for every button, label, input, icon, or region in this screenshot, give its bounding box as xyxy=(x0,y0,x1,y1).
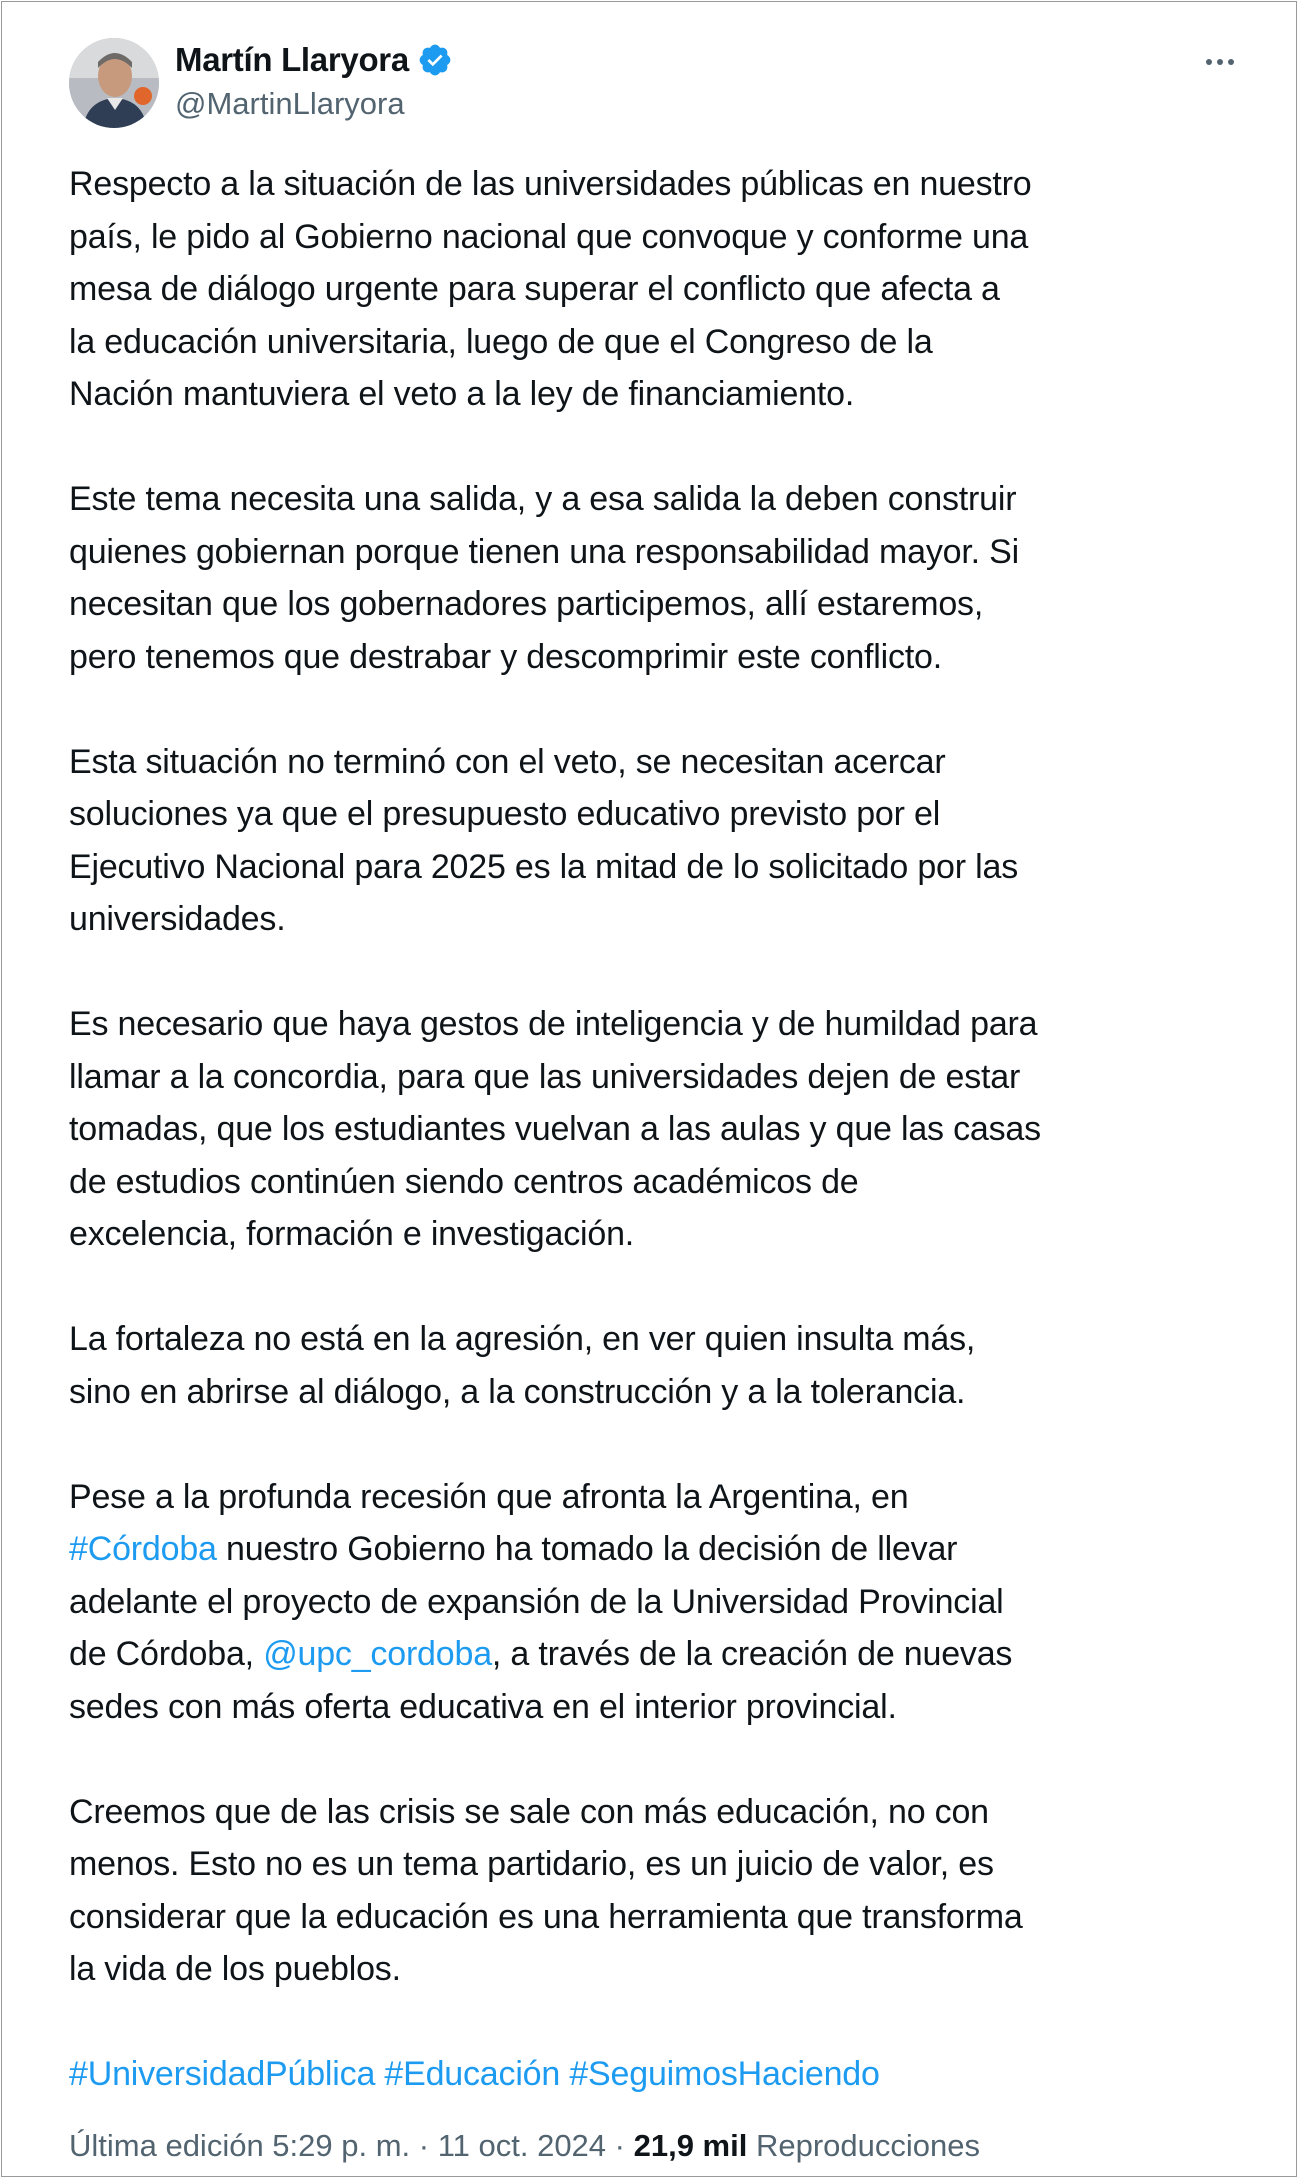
hashtag-link-cordoba[interactable]: #Córdoba xyxy=(69,1530,217,1568)
tweet-paragraph: La fortaleza no está en la agresión, en ver quien insulta más, sino en abrirse al diálogo, a la construcción y a la tolerancia. xyxy=(69,1320,976,1411)
author-handle[interactable]: @MartinLlaryora xyxy=(175,86,405,121)
display-name[interactable]: Martín Llaryora xyxy=(175,41,409,78)
tweet-paragraph: Es necesario que haya gestos de inteligencia y de humildad para llamar a la concordia, para que las universidades dejen de estar tomadas, que los estudiantes vuelvan a las aulas y que las casas de estudios continúen siendo centros académicos de excelencia, formación e investigación. xyxy=(69,1005,1041,1253)
hashtag-row xyxy=(69,2048,1219,2101)
paragraph-text: Pese a la profunda recesión que afronta la Argentina, en xyxy=(69,1477,909,1516)
more-horizontal-icon xyxy=(1217,59,1223,65)
tweet-card xyxy=(1,1,1297,2177)
more-horizontal-icon xyxy=(1228,59,1234,65)
hashtag-link-seguimos-haciendo[interactable]: #SeguimosHaciendo xyxy=(569,2055,880,2093)
edited-timestamp[interactable]: Última edición 5:29 p. m. · 11 oct. 2024 · xyxy=(69,2128,634,2163)
tweet-paragraph: Esta situación no terminó con el veto, se necesitan acercar soluciones ya que el presupuesto educativo previsto por el Ejecutivo Nacional para 2025 es la mitad de lo solicitado por las universidades. xyxy=(69,742,1018,938)
views-count: 21,9 mil xyxy=(633,2128,748,2163)
avatar[interactable] xyxy=(69,38,159,128)
tweet-paragraph xyxy=(69,1471,1219,1734)
more-horizontal-icon xyxy=(1206,59,1212,65)
tweet-header xyxy=(69,34,1256,134)
more-options-button[interactable] xyxy=(1196,42,1244,82)
paragraph-text: , a través de la creación de nuevas sedes con más oferta educativa en el interior provincial. xyxy=(69,1635,1013,1726)
author-names xyxy=(175,38,453,122)
tweet-meta xyxy=(69,2128,980,2164)
hashtag-link-educacion[interactable]: #Educación xyxy=(384,2055,561,2093)
tweet-paragraph: Este tema necesita una salida, y a esa salida la deben construir quienes gobiernan porque tienen una responsabilidad mayor. Si necesitan que los gobernadores participemos, allí estaremos, pero tenemos que destrabar y descomprimir este conflicto. xyxy=(69,480,1019,676)
hashtag-link-universidad-publica[interactable]: #UniversidadPública xyxy=(69,2055,376,2093)
tweet-paragraph: Creemos que de las crisis se sale con más educación, no con menos. Esto no es un tema partidario, es un juicio de valor, es considerar que la educación es una herramienta que transforma la vida de los pueblos. xyxy=(69,1792,1023,1988)
verified-badge-icon[interactable] xyxy=(417,42,453,78)
paragraph-text: nuestro Gobierno ha tomado la decisión de llevar adelante el proyecto de expansión de la Universidad Provincial de Córdoba, xyxy=(69,1530,1004,1673)
display-name-row xyxy=(175,38,453,82)
profile-photo-icon xyxy=(69,38,159,128)
mention-link-upc-cordoba[interactable]: @upc_cordoba xyxy=(263,1635,492,1673)
tweet-paragraph: Respecto a la situación de las universidades públicas en nuestro país, le pido al Gobierno nacional que convoque y conforme una mesa de diálogo urgente para superar el conflicto que afecta a la educación universitaria, luego de que el Congreso de la Nación mantuviera el veto a la ley de financiamiento. xyxy=(69,165,1032,413)
tweet-text xyxy=(69,158,1219,2153)
views-label: Reproducciones xyxy=(747,2128,980,2163)
